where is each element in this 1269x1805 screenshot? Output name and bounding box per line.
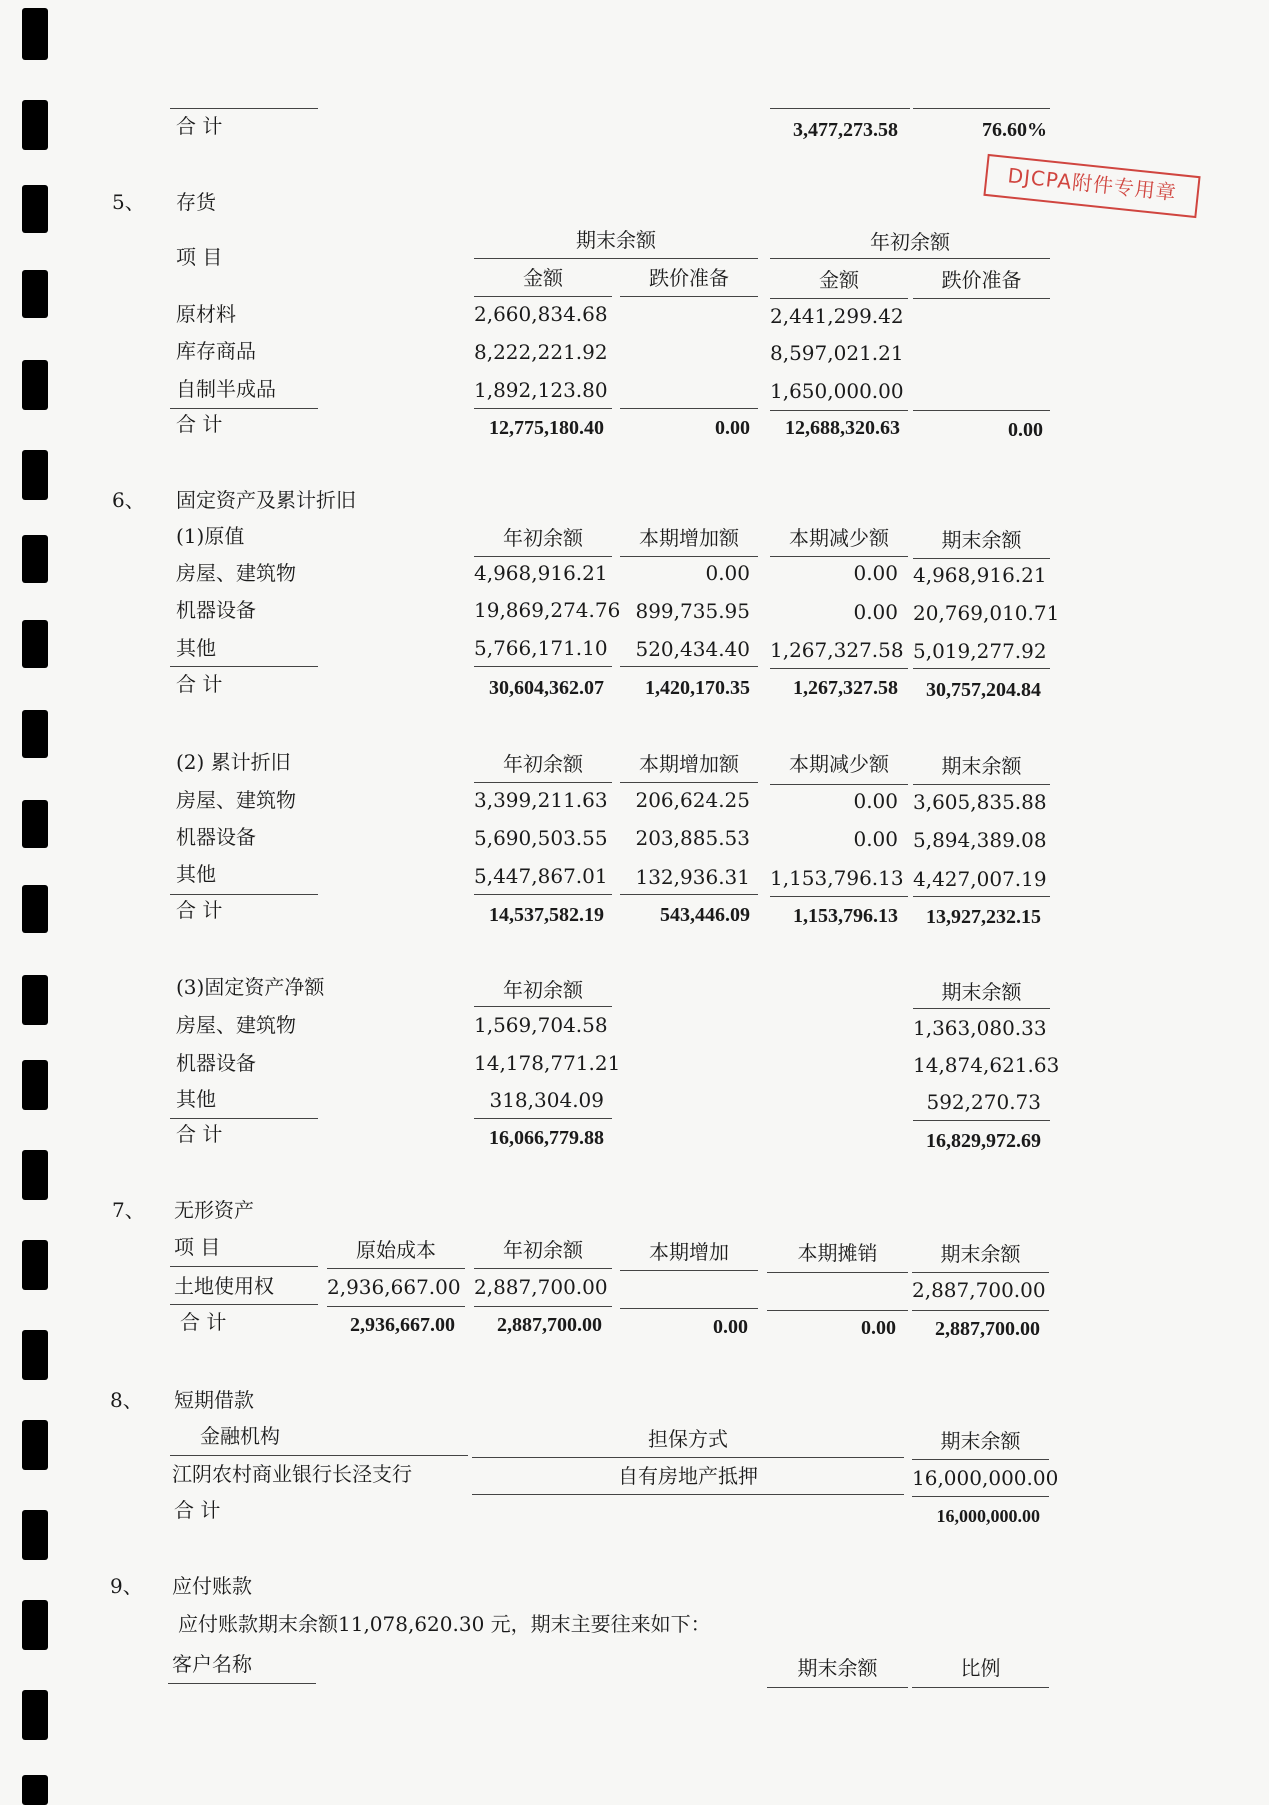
row-increase: 0.00 [705,561,750,585]
total-label: 合 计 [180,1310,227,1334]
binding-hole [22,975,48,1025]
row-name: 机器设备 [176,598,256,622]
row-name: 机器设备 [176,825,256,849]
inventory-col-amount: 金额 [523,266,563,290]
row-name: 房屋、建筑物 [176,561,296,585]
binding-hole [22,620,48,668]
total-increase: 1,420,170.35 [645,677,750,699]
row-bank: 江阴农村商业银行长泾支行 [172,1462,412,1486]
col-begin: 年初余额 [503,752,583,776]
row-decrease: 0.00 [853,600,898,624]
row-increase: 203,885.53 [635,826,750,850]
col-decrease: 本期减少额 [789,752,889,776]
total-end: 16,000,000.00 [936,1506,1040,1526]
total-increase: 543,446.09 [660,904,750,926]
row-decrease: 0.00 [853,789,898,813]
col-ratio: 比例 [960,1656,1001,1680]
total-label: 合 计 [174,1498,221,1522]
col-end: 期末余额 [941,754,1022,778]
binding-hole [22,360,48,410]
total-begin: 16,066,779.88 [489,1127,604,1149]
row-name: 土地使用权 [174,1274,274,1298]
row-begin: 1,569,704.58 [474,1013,608,1037]
row-end: 5,894,389.08 [913,828,1047,852]
total-end: 2,887,700.00 [935,1318,1040,1340]
row-name: 库存商品 [176,339,256,363]
total-begin-amount: 12,688,320.63 [785,417,900,439]
binding-hole [22,1510,48,1560]
inventory-col-reserve: 跌价准备 [649,266,729,290]
total-end-reserve: 0.00 [715,417,750,439]
row-cost: 2,936,667.00 [327,1275,461,1299]
col-end: 期末余额 [940,1242,1021,1266]
row-name: 自制半成品 [176,377,276,401]
row-begin: 4,968,916.21 [474,561,608,585]
binding-hole [22,1600,48,1650]
total-begin: 30,604,362.07 [489,677,604,699]
col-end: 期末余额 [797,1656,878,1680]
col-item: 项 目 [174,1235,221,1259]
row-increase: 206,624.25 [635,788,750,812]
row-end: 4,427,007.19 [913,867,1047,891]
row-begin: 5,766,171.10 [474,636,608,660]
row-decrease: 0.00 [853,827,898,851]
row-end: 4,968,916.21 [913,563,1047,587]
binding-hole [22,1150,48,1200]
col-guarantee: 担保方式 [648,1427,728,1451]
row-name: 其他 [176,636,216,660]
total-begin: 14,537,582.19 [489,904,604,926]
total-label: 合 计 [176,672,223,696]
row-begin: 5,447,867.01 [474,864,608,888]
row-begin: 318,304.09 [489,1088,604,1112]
top-total-label: 合 计 [176,114,223,138]
section-9-title: 应付账款 [172,1574,252,1598]
row-end: 20,769,010.71 [913,601,1060,625]
row-end: 14,874,621.63 [913,1053,1060,1077]
binding-hole [22,535,48,583]
section-9-number: 9、 [110,1574,143,1598]
total-end: 30,757,204.84 [926,679,1041,701]
orig-value-subtitle: (1)原值 [176,524,245,548]
row-name: 房屋、建筑物 [176,788,296,812]
col-increase: 本期增加额 [639,752,739,776]
row-end: 3,605,835.88 [913,790,1047,814]
col-bank: 金融机构 [200,1424,280,1448]
total-end-amount: 12,775,180.40 [489,417,604,439]
row-begin-amount: 1,650,000.00 [770,379,904,403]
row-end: 592,270.73 [926,1090,1041,1114]
binding-hole [22,450,48,500]
row-increase: 899,735.95 [635,599,750,623]
payables-description: 应付账款期末余额11,078,620.30 元，期末主要往来如下： [178,1612,711,1636]
row-decrease: 1,153,796.13 [770,866,904,890]
row-begin: 14,178,771.21 [474,1051,621,1075]
inventory-group-end: 期末余额 [576,228,656,252]
inventory-item-header: 项 目 [176,245,223,269]
binding-hole [22,1060,48,1110]
binding-hole [22,1775,48,1805]
row-decrease: 1,267,327.58 [770,638,904,662]
col-begin: 年初余额 [503,1238,583,1262]
row-end-amount: 1,892,123.80 [474,378,608,402]
inventory-col-amount: 金额 [819,268,859,292]
col-cost: 原始成本 [356,1238,436,1262]
depreciation-subtitle: (2) 累计折旧 [176,750,291,774]
row-begin: 2,887,700.00 [474,1275,608,1299]
row-name: 其他 [176,1087,216,1111]
total-end: 13,927,232.15 [926,906,1041,928]
col-decrease: 本期减少额 [789,526,889,550]
binding-hole [22,800,48,848]
row-end: 5,019,277.92 [913,639,1047,663]
section-6-number: 6、 [112,488,145,512]
row-begin: 19,869,274.76 [474,598,621,622]
section-5-title: 存货 [176,190,216,214]
total-begin: 2,887,700.00 [497,1314,602,1336]
binding-hole [22,1330,48,1380]
row-decrease: 0.00 [853,561,898,585]
col-amortization: 本期摊销 [797,1241,878,1265]
col-customer: 客户名称 [172,1652,252,1676]
row-begin-amount: 8,597,021.21 [770,341,904,365]
binding-hole [22,885,48,933]
binding-hole [22,1240,48,1290]
row-end: 16,000,000.00 [912,1466,1059,1490]
net-value-subtitle: (3)固定资产净额 [176,975,325,999]
seal-stamp: DJCPA附件专用章 [983,154,1200,218]
inventory-col-reserve: 跌价准备 [941,268,1022,292]
col-increase: 本期增加额 [639,526,739,550]
col-end: 期末余额 [941,528,1022,552]
row-increase: 132,936.31 [635,865,750,889]
total-decrease: 1,267,327.58 [793,677,898,699]
binding-hole [22,270,48,318]
inventory-group-begin: 年初余额 [870,230,950,254]
row-increase: 520,434.40 [635,637,750,661]
total-begin-reserve: 0.00 [1008,419,1043,441]
binding-hole [22,1420,48,1470]
section-8-title: 短期借款 [174,1388,254,1412]
total-label: 合 计 [176,898,223,922]
total-amortization: 0.00 [861,1317,896,1339]
total-cost: 2,936,667.00 [350,1314,455,1336]
binding-hole [22,1690,48,1740]
row-name: 房屋、建筑物 [176,1013,296,1037]
row-name: 其他 [176,862,216,886]
total-end: 16,829,972.69 [926,1130,1041,1152]
row-name: 机器设备 [176,1051,256,1075]
row-end: 1,363,080.33 [913,1016,1047,1040]
top-total-amount: 3,477,273.58 [793,119,898,141]
section-6-title: 固定资产及累计折旧 [176,488,356,512]
total-label: 合 计 [176,1122,223,1146]
section-8-number: 8、 [110,1388,143,1412]
row-end-amount: 8,222,221.92 [474,340,608,364]
row-end-amount: 2,660,834.68 [474,302,608,326]
row-begin-amount: 2,441,299.42 [770,304,904,328]
total-label: 合 计 [176,412,223,436]
section-7-title: 无形资产 [174,1198,254,1222]
col-begin: 年初余额 [503,526,583,550]
row-end: 2,887,700.00 [912,1278,1046,1302]
col-end: 期末余额 [940,1429,1021,1453]
col-increase: 本期增加 [649,1240,729,1264]
section-5-number: 5、 [112,190,145,214]
top-total-ratio: 76.60% [982,119,1047,141]
binding-hole [22,710,48,758]
total-increase: 0.00 [713,1316,748,1338]
binding-hole [22,8,48,60]
row-guarantee: 自有房地产抵押 [618,1464,758,1488]
binding-hole [22,100,48,150]
total-decrease: 1,153,796.13 [793,905,898,927]
col-begin: 年初余额 [503,978,583,1002]
row-name: 原材料 [176,302,236,326]
row-begin: 5,690,503.55 [474,826,608,850]
binding-hole [22,185,48,233]
row-begin: 3,399,211.63 [474,788,608,812]
col-end: 期末余额 [941,980,1022,1004]
section-7-number: 7、 [112,1198,145,1222]
